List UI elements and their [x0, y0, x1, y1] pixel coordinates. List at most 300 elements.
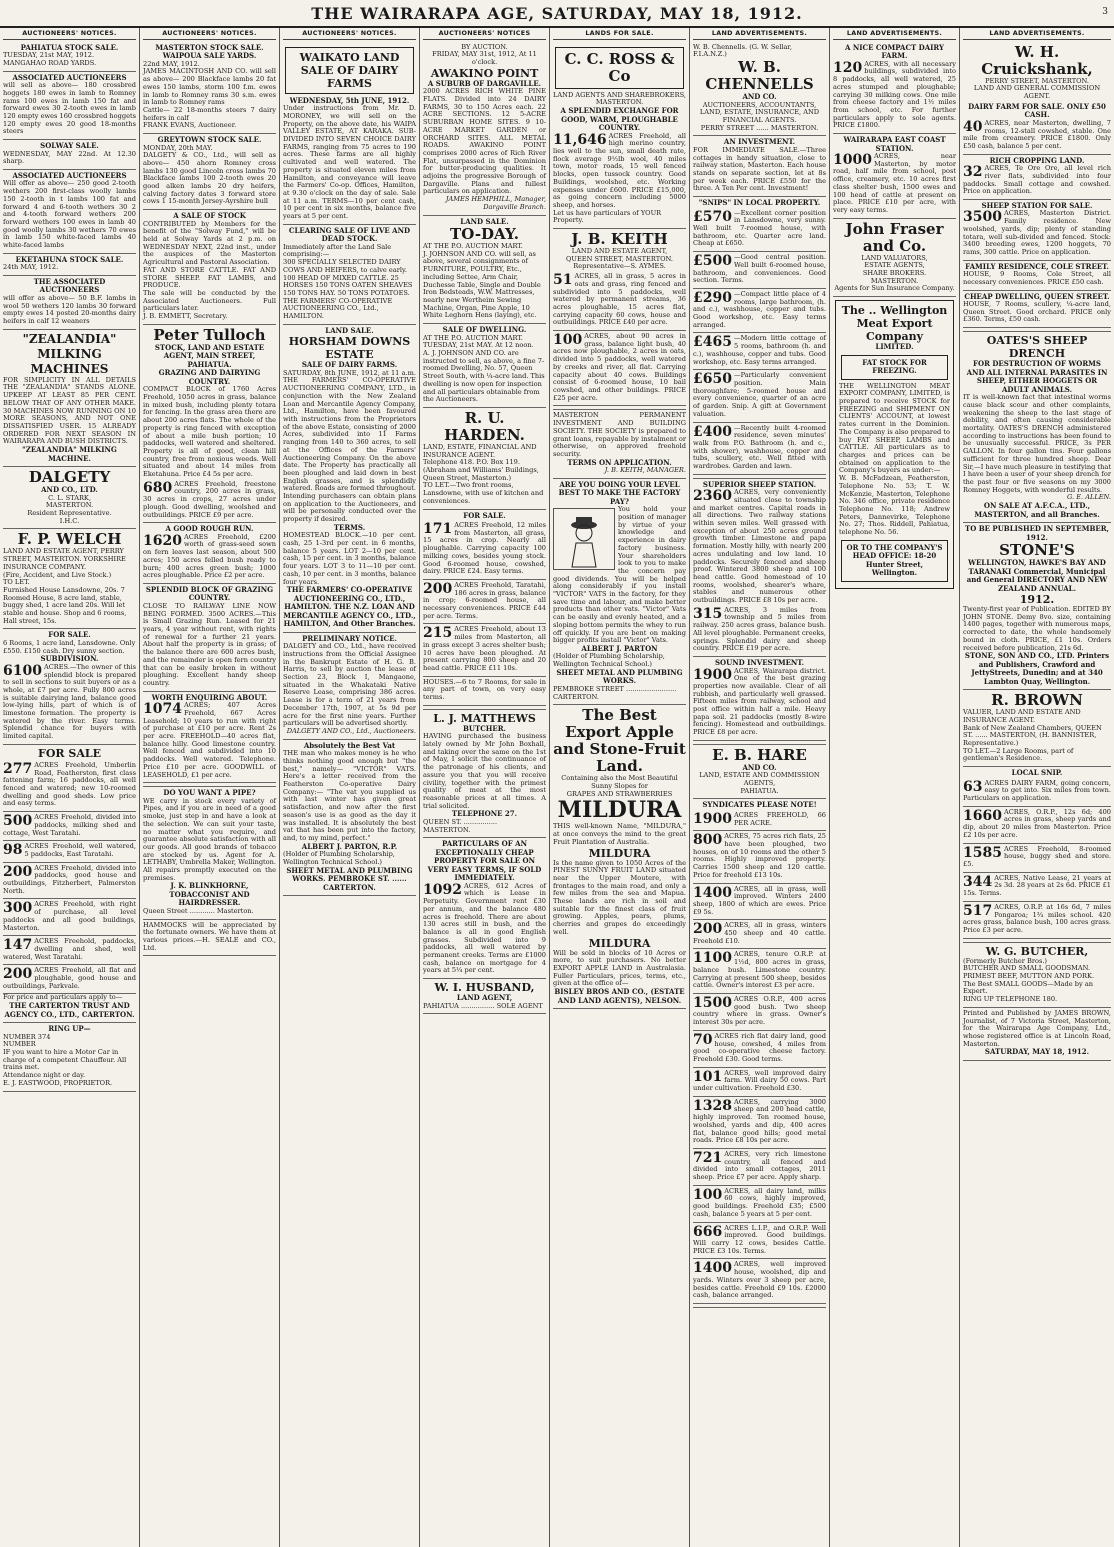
- listing-item: [423, 520, 546, 580]
- acreage-number: 63: [963, 778, 983, 795]
- wellington-meat-ad: [835, 300, 954, 589]
- notice-heading: CHEAP DWELLING, QUEEN STREET.: [964, 291, 1110, 301]
- listing-item: [693, 994, 826, 1031]
- masthead: [0, 0, 1114, 28]
- hare-name: E. B. HARE: [712, 745, 807, 764]
- listing-item: [963, 807, 1111, 844]
- notice-heading: ASSOCIATED AUCTIONEERS: [12, 72, 127, 82]
- brown-name: R. BROWN: [991, 691, 1083, 710]
- ross-footer: Let us have particulars of YOUR Property.: [553, 208, 662, 225]
- oates-signature: G. E. ALLEN.: [1066, 493, 1111, 502]
- carterton-trust-ad: [3, 745, 136, 1023]
- listing-item: [143, 479, 276, 524]
- acreage-number: 1092: [423, 881, 462, 898]
- acreage-number: 1328: [693, 1097, 732, 1114]
- acreage-number: £290: [693, 289, 732, 306]
- listing-item: [423, 580, 546, 625]
- for-sale-title: FOR SALE: [38, 746, 101, 760]
- waikato-date: WEDNESDAY, 5th JUNE, 1912.: [289, 95, 410, 105]
- listing-text: [963, 120, 1111, 151]
- acreage-number: 171: [423, 521, 453, 538]
- text-line: E. J. EASTWOOD, PROPRIETOR.: [3, 1078, 113, 1087]
- listing-text: [693, 1099, 826, 1145]
- listing-item: [963, 200, 1111, 261]
- listing-text: [963, 904, 1111, 935]
- listing-description: —Particularly convenient position. Main thoroughfare; 5-roomed house and every convenience, quarter of an acre of garden. Snip. A gift at Government valuation.: [693, 371, 826, 418]
- acreage-number: 1500: [693, 995, 732, 1011]
- listing-description: ACRES Freehold, 8-roomed house, buggy shed and store. £5.: [963, 844, 1111, 868]
- text-line: ESTATE AGENTS,: [864, 261, 925, 270]
- acreage-number: 344: [963, 873, 993, 890]
- listing-item: [963, 902, 1111, 939]
- listing-text: [693, 291, 826, 330]
- listing-description: ACRES Freehold, well watered, 5 paddocks, East Taratahi.: [24, 842, 136, 858]
- listing-text: [423, 582, 546, 621]
- pipe-body: WE carry in stock every variety of Pipes, and if you are in need of a good smoke, just step in and have a look at the selection. We can suit your taste, no matter what you require, and guarantee absolute satisfaction with all our goods. All good brands of tobacco are stocked by us. Agent for A. LETHABY, Umbrella Maker, Wellington. All repairs promptly executed on the premises.: [143, 796, 276, 882]
- notice-heading: A GOOD ROUGH RUN.: [165, 524, 254, 534]
- waikato-box: WAIKATO LAND SALE OF DAIRY FARMS: [285, 47, 414, 94]
- best-vat-ad: [283, 740, 416, 896]
- listing-description: ACRES O.R.P., 400 acres good bush. Two sheep country where in grass. Owner's interest 30s per acre.: [693, 995, 826, 1027]
- listing-item: [693, 1186, 826, 1223]
- listing-text: [3, 865, 136, 896]
- butcher-name: W. G. BUTCHER,: [985, 944, 1089, 958]
- column-6: [690, 28, 830, 1547]
- acreage-number: 1900: [693, 810, 732, 827]
- stones-year: 1912.: [1019, 593, 1055, 607]
- listing-item: [963, 101, 1111, 155]
- east-coast-ad: [833, 134, 956, 219]
- notice: [3, 140, 136, 170]
- society-body: MASTERTON PERMANENT INVESTMENT AND BUILDING SOCIETY. THE SOCIETY is prepared to grant loans, repayable by instalment or otherwise, on approved freehold security.: [553, 411, 686, 458]
- text-line: PAHIATUA.: [740, 786, 779, 795]
- level-best-signature: ALBERT J. PARTON: [581, 643, 658, 653]
- text-line: Bank of New Zealand Chambers, QUEEN ST. ...... MASTERTON, (H. BANNISTER, Representative.): [963, 723, 1102, 748]
- column-8: [960, 28, 1114, 1547]
- notice-line: J. B. EMMETT, Secretary.: [143, 312, 228, 321]
- mildura-terms: Will be sold in blocks of 10 Acres or more, to suit purchasers. No better EXPORT APPLE LAND in Australasia. Fuller Particulars, prices, terms, etc., given at the office of—: [553, 948, 686, 988]
- chennells-items: [693, 605, 826, 741]
- listing-item: [693, 252, 826, 289]
- subdivision-text: ACRES.—The owner of this splendid block is prepared to sell in sections to suit buyers or as a whole, at £7 per acre. Fully 800 acres is suitable dairying land, balance good low-lying hills, part of which is of limestone formation. The property is watered by the river. Easy terms. Splendid chance for buyers with limited capital.: [3, 662, 136, 741]
- column-4: [420, 28, 550, 1547]
- subdivision-item: [3, 664, 136, 741]
- listing-text: [693, 668, 826, 737]
- listing-text: [693, 425, 826, 471]
- notice-line: WEDNESDAY, MAY 22nd. At 12.30 sharp.: [3, 149, 136, 166]
- listing-item: [693, 1149, 826, 1186]
- listing-text: [553, 273, 686, 327]
- listing-item: [143, 523, 276, 584]
- tulloch-ad: [143, 325, 276, 787]
- cruickshank-ad: [963, 42, 1111, 332]
- harden-lines: [423, 444, 546, 506]
- head-office-box: OR TO THE COMPANY'S HEAD OFFICE: 18-20 Hunter Street, Wellington.: [841, 540, 948, 582]
- brown-ad: [963, 690, 1111, 767]
- ross-lines: [553, 92, 686, 107]
- listing-item: [143, 584, 276, 692]
- listing-description: ACRES, 3 miles from township and 5 miles from railway. 250 acres grass, balance bush. All level ploughable. Permanent creeks, springs. Splendid dairy and sheep country. PRICE £19 per acre.: [693, 605, 826, 653]
- compact-text: ACRES, with all necessary buildings, subdivided into 8 paddocks, all well watered, 25 acres stumped and ploughable; carrying 30 milking cows. One mile from cheese factory and 1½ miles from school, etc. For further particulars apply to sole agents. PRICE £1800.: [833, 59, 956, 130]
- mildura-ad: [553, 705, 686, 1009]
- cheap-property-item: [423, 883, 546, 975]
- listing-description: ACRES, tenure O.R.P. at 1½d, 800 acres in grass, balance bush. Limestone country. Carrying at present 500 sheep, besides cattle. Owner's interest £3 per acre.: [693, 950, 826, 990]
- text-line: Resident Representative.: [27, 509, 112, 518]
- notice-heading: A SALE OF STOCK: [173, 211, 246, 221]
- text-line: TO LET.—2 Large Rooms, part of gentleman's Residence.: [963, 746, 1074, 763]
- text-line: BY AUCTION.: [461, 42, 508, 51]
- matthews-address: QUEEN ST. ................ MASTERTON.: [423, 817, 498, 834]
- listing-item: [693, 920, 826, 949]
- notice-heading: SHEEP STATION FOR SALE.: [981, 200, 1093, 210]
- listing-item: [693, 605, 826, 657]
- text-line: C. L. STARK,: [48, 493, 91, 502]
- text-line: Representative—S. AYMES.: [573, 262, 666, 271]
- listing-description: —Recently built 4-roomed residence, seven minutes' walk from P.O. Bathroom (h. and c., with shower), washhouse, copper and tubs, scullery, etc. Well fitted with wardrobes. Garden and lawn.: [693, 423, 826, 471]
- text-line: LAND AND ESTATE AGENT,: [571, 247, 668, 256]
- column-header: LAND ADVERTISEMENTS.: [693, 28, 826, 40]
- listing-item: [3, 841, 136, 862]
- subdivision-heading: SUBDIVISION.: [40, 654, 99, 664]
- listing-text: [693, 254, 826, 285]
- text-line: Telephone 418. P.O. Box 119.: [423, 458, 520, 467]
- notice: [3, 42, 136, 72]
- listing-text: [693, 922, 826, 945]
- butcher-lines: [963, 958, 1111, 1004]
- notice-line: CONTRIBUTED by Members for the benefit of the "Solway Fund," will be held at Solway Yards at 2 p.m. on WEDNESDAY NEXT, 22nd inst., under the auspices of the Masterton Agricultural and Pastoral Association.: [143, 219, 276, 267]
- dalgety-lines: [3, 495, 136, 526]
- notice-heading: SPLENDID BLOCK OF GRAZING COUNTRY.: [145, 584, 274, 603]
- listing-description: ACRES Freehold, 12 miles from Masterton, all grass, 15 acres in crop. Nearly all ploughable. Carrying capacity 100 milking cows, besides young stock. Good 6-roomed house, cowshed, dairy. PRICE £24. Easy terms.: [423, 521, 546, 576]
- compact-heading: A NICE COMPACT DAIRY FARM.: [844, 42, 945, 61]
- acreage-number: 32: [963, 164, 983, 181]
- text-line: PERRY STREET ...... MASTERTON.: [700, 123, 819, 132]
- text-line: QUEEN STREET, MASTERTON.: [566, 254, 673, 263]
- listing-description: ACRES, Masterton District. Family residence. New woolshed, yards, dip; plenty of standing totara, well sub-divided and fenced. Stock: 3400 breeding ewes, 1200 hoggets, 70 rams, 300 cattle. Price on application.: [963, 209, 1111, 256]
- harden-name: R. U. HARDEN.: [444, 408, 525, 444]
- listing-text: [963, 875, 1111, 898]
- welch-ad: [3, 529, 136, 629]
- listing-description: ACRES L.I.P., and O.R.P. Well improved. Good buildings. Will carry 12 cows, besides Cattle. PRICE £3 10s. Terms.: [693, 1223, 826, 1255]
- awakino-body: 2000 ACRES RICH WHITE PINE FLATS. Divided into 24 DAIRY FARMS, 30 to 150 Acres each. 22 ACRE SECTIONS. 12 5-ACRE SUBURBAN HOME SITES. 9 10-ACRE MARKET GARDEN or ORCHARD SITES. ALL METAL ROADS. AWAKINO POINT comprises 2000 acres of Rich River Flat, unsurpassed in the Dominion for butter-producing qualities. It adjoins the progressive Borough of Dargaville. Plans and fullest particulars on application.: [423, 87, 546, 196]
- oates-sub: FOR DESTRUCTION OF WORMS AND ALL INTERNAL PARASITES IN SHEEP, EITHER HOGGETS OR ADULT ANIMALS.: [966, 359, 1108, 394]
- listing-text: [963, 809, 1111, 840]
- listing-text: [963, 210, 1111, 256]
- listing-description: HOUSES.—6 to 7 Rooms, for sale in any part of town, on very easy terms.: [423, 677, 546, 702]
- listing-text: [3, 938, 136, 961]
- listing-text: [963, 846, 1111, 869]
- mildura-lines: [553, 775, 686, 798]
- column-header: AUCTIONEERS' NOTICES.: [3, 28, 136, 40]
- zealandia-footer: "ZEALANDIA" MILKING MACHINE.: [22, 445, 117, 463]
- acreage-number: £465: [693, 334, 732, 351]
- investment-heading: AN INVESTMENT.: [723, 137, 796, 147]
- acreage-number: 98: [3, 842, 23, 859]
- matthews-sub: BUTCHER.: [462, 723, 506, 733]
- column-header: LAND ADVERTISEMENTS.: [963, 28, 1111, 40]
- text-line: GRAPES AND STRAWBERRIES: [566, 789, 673, 798]
- page-number: 3: [1102, 7, 1108, 17]
- listing-item: [963, 155, 1111, 200]
- newspaper-title: THE WAIRARAPA AGE, SATURDAY, MAY 18, 1912.: [311, 4, 803, 23]
- notice-line: JAMES MACINTOSH AND CO. will sell as above— 200 Blackface lambs 20 fat ewes 150 lambs, storm 100 f.m. ewes in lamb to Romney rams 30 s.m. ewes in lamb to Romney rams: [143, 67, 276, 107]
- listing-description: —Good central position. Well built 6-roomed house, bathroom, and conveniences. Good section. Terms.: [693, 253, 826, 285]
- listing-description: ACRES, well improved house, woolshed, dip and yards. Winters over 3 sheep per acre, besides cattle. Freehold £9 10s. £2000 cash, balance arranged.: [693, 1260, 826, 1300]
- listing-description: —Modern little cottage of 5 rooms, bathroom (h. and c.), washhouse, copper and tubs. Good workshop, etc. Easy terms arranged.: [693, 334, 826, 366]
- column-5: [550, 28, 690, 1547]
- dwelling-sale-ad: [423, 324, 546, 408]
- vat-sub: (Holder of Plumbing Scholarship, Wellington Technical School.): [283, 850, 395, 866]
- notice: [143, 42, 276, 134]
- text-line: (Fire, Accident, and Live Stock.): [3, 570, 112, 579]
- acreage-number: £570: [693, 208, 732, 225]
- stones-name: STONE'S: [999, 541, 1075, 560]
- listing-description: ACRES, near Masterton, dwelling, 7 rooms, 12-stall cowshed, stable. One mile from creamery. PRICE £1800. Only £50 cash, balance 5 per cent.: [963, 118, 1111, 150]
- clearing-heading: CLEARING SALE OF LIVE AND DEAD STOCK.: [288, 225, 411, 244]
- cheap-property-ad: [423, 838, 546, 979]
- text-line: I.H.C.: [59, 516, 80, 525]
- hare-ad: [693, 745, 826, 800]
- notice-line: 22nd MAY, 1912.: [143, 59, 200, 68]
- ross-headline: A SPLENDID EXCHANGE FOR GOOD, WARM, PLOUGHABLE COUNTRY.: [560, 106, 679, 133]
- listing-text: [423, 522, 546, 576]
- local-snip-ad: [963, 767, 1111, 942]
- listing-item: [693, 810, 826, 831]
- matthews-ad: [423, 710, 546, 838]
- pipe-address: Queen Street ............ Masterton.: [143, 906, 254, 915]
- notice-heading: RICH CROPPING LAND.: [989, 155, 1085, 165]
- listing-description: ACRES Freehold, with right of purchase, all level paddocks and all good buildings, Masterton.: [3, 900, 136, 932]
- listing-description: —Excellent corner position in Lansdowne, very sunny. Well built 7-roomed house, with bathroom, etc. Quarter acre land. Cheap at £650.: [693, 208, 826, 248]
- text-line: 6 Rooms, 1 acre land, Lansdowne. Only £550. £150 cash. Dry sunny section.: [3, 638, 136, 655]
- fraser-lines: [833, 255, 956, 294]
- acreage-number: 200: [3, 966, 33, 983]
- listing-description: —Compact little place of 4 rooms, large bathroom, (h. and c.), washhouse, copper and tubs. Good workshop, etc. Easy terms arranged.: [693, 289, 826, 329]
- acreage-number: £650: [693, 371, 732, 388]
- acreage-number: £500: [693, 253, 732, 270]
- stones-directory-ad: [963, 523, 1111, 690]
- listing-text: [693, 1261, 826, 1300]
- listing-text: [3, 967, 136, 990]
- level-best-sub: (Holder of Plumbing Scholarship, Wellington Technical School.): [553, 652, 665, 669]
- cheap-property-heading: PARTICULARS OF AN EXCEPTIONALLY CHEAP PROPERTY FOR SALE ON VERY EASY TERMS, IF SOLD IMMEDIATELY.: [427, 839, 542, 883]
- listing-item: [3, 899, 136, 936]
- listing-text: [693, 210, 826, 249]
- listing-text: [3, 762, 136, 808]
- fat-stock-box: FAT STOCK FOR FREEZING.: [841, 355, 948, 380]
- harden-ad: [423, 408, 546, 510]
- cheap-property-text: ACRES, 612 Acres of which is Lease in Perpetuity. Government rent £30 per annum, and the balance 480 acres is freehold. There are about 130 acres still in bush, and the balance is all in good English grasses. Subdivided into 9 paddocks, all well watered by permanent creeks. Terms are £1000 cash, balance on mortgage for 4 years at 5¼ per cent.: [423, 881, 546, 975]
- text-line: LAND VALUATORS,: [861, 253, 928, 262]
- notice-line: FAT AND STORE CATTLE. FAT AND STORE SHEEP. FAT LAMBS, and PRODUCE.: [143, 265, 276, 290]
- preliminary-signature: DALGETY AND CO., Ltd., Auctioneers.: [286, 727, 416, 735]
- keith-items: [553, 271, 686, 406]
- chennells-lines: [693, 102, 826, 133]
- listing-description: ACRES Freehold, paddocks, dwelling and shed, well watered, West Taratahi.: [3, 937, 136, 961]
- acreage-number: 215: [423, 625, 453, 642]
- listing-description: ACRES, all in grass, well improved. Winters 2400 sheep, 1800 of which are ewes. Price £9 5s.: [693, 884, 826, 916]
- listing-description: ACRES FREEHOLD, 66 PER ACRE.: [733, 810, 826, 827]
- text-line: Immediately after the Land Sale comprising:—: [283, 242, 392, 259]
- text-line: TUESDAY, 21st MAY. At 12 noon.: [423, 341, 534, 350]
- listing-text: [693, 886, 826, 917]
- listing-text: [143, 534, 276, 580]
- acreage-number: 800: [693, 832, 723, 849]
- dalgety-name: DALGETY: [28, 468, 111, 487]
- listing-item: [3, 863, 136, 900]
- text-line: FRIDAY, MAY 31st, 1912, At 11 o'clock.: [432, 50, 537, 67]
- notice-heading: THE ASSOCIATED AUCTIONEERS: [33, 276, 106, 295]
- syndicates-items: [693, 810, 826, 1304]
- text-line: LAND AND ESTATE AGENT, PERRY STREET, MASTERTON. YORKSHIRE INSURANCE COMPANY.: [3, 547, 126, 571]
- listing-text: [963, 271, 1111, 286]
- listing-description: ACRES, O.R.P., 12s 6d; 400 acres in grass, sheep yards and dip, about 20 miles from Masterton. Price £2 10s per acre.: [963, 807, 1111, 839]
- acreage-number: 100: [693, 1186, 723, 1203]
- sheep-station-heading: SUPERIOR SHEEP STATION.: [702, 479, 817, 489]
- horsham-body: SATURDAY, 8th JUNE, 1912, at 11 a.m. THE FARMERS' CO-OPERATIVE AUCTIONEERING COMPANY, LTD., in conjunction with the New Zealand Loan and Mercantile Agency Company, Ltd., Hamilton, have been favoured with instructions from the Proprietors of the above Estate, consisting of 2000 Acres, subdivided into 11 Farms ranging from 140 to 360 acres, to sell at the Offices of the Farmers' Auctioneering Company. On the above date. The Property has practically all been ploughed and laid down in best English grasses, and is splendidly watered. Roads are formed throughout. Intending purchasers can obtain plans on application to the Auctioneers, and will be personally conducted over the property if desired.: [283, 368, 416, 524]
- listing-item: [693, 1259, 826, 1304]
- zealandia-title: "ZEALANDIA" MILKING MACHINES: [22, 331, 117, 376]
- stock-sale-ads: [143, 42, 276, 325]
- mildura-description: Is the name given to 1050 Acres of the PINEST SUNNY FRUIT LAND situated near the Upper Moutere, with frontages to the main road, and only a few miles from the sea and Mapua. These lands are rich in soil and suitable for the finest class of fruit growing. Apples, pears, plums, cherries and grapes do exceedingly well.: [553, 858, 686, 936]
- notice-heading: WORTH ENQUIRING ABOUT.: [151, 692, 268, 702]
- acreage-number: 1000: [833, 152, 872, 169]
- text-line: IF you want to hire a Motor Car in charge of a competent Chauffeur. All trains met.: [3, 1048, 127, 1072]
- snips-heading: "SNIPS" IN LOCAL PROPERTY.: [698, 198, 821, 208]
- pipe-heading: DO YOU WANT A PIPE?: [163, 788, 256, 798]
- text-line: MASTERTON.: [870, 276, 919, 285]
- dwelling-heading: SALE OF DWELLING.: [442, 325, 527, 335]
- acreage-number: 300: [3, 900, 33, 917]
- notice-line: DALGETY & CO., Ltd., will sell as above— 450 ahorn Romney cross lambs 130 good Lincoln cross lambs 70 Blackface lambs 100 2-tooth ewes 20 good alken lambs 20 dry heifers, calving factory dates 3 forward store cows 1 15-month Jersey-Ayrshire bull: [143, 151, 276, 206]
- clearing-sale-ad: [283, 225, 416, 325]
- stock-sale-ads: [3, 42, 136, 330]
- building-society-ad: [553, 410, 686, 478]
- for-sale-lines: [3, 640, 136, 655]
- listing-text: [693, 607, 826, 653]
- text-line: MASTERTON.: [45, 501, 94, 510]
- imprint-date: SATURDAY, MAY 18, 1912.: [984, 1047, 1090, 1057]
- investment-ad: [693, 136, 826, 197]
- mildura-subtitle-2: MILDURA: [588, 936, 651, 950]
- acreage-number: 200: [693, 921, 723, 938]
- listing-text: [143, 603, 276, 688]
- zealandia-body: FOR SIMPLICITY IN ALL DETAILS THE "ZEALANDIA" STANDS ALONE. UPKEEP AT LEAST 85 PER CENT. BELOW THAT OF ANY OTHER MAKE. 30 MACHINES NOW RUNNING ON 10 MORE SEASONS, AND NOT ONE DISSATISFIED USER. 15 ALREADY ORDERED FOR NEXT SEASON IN WAIRARAPA AND BUSH DISTRICTS.: [3, 375, 136, 446]
- listing-item: [3, 936, 136, 965]
- ring-up-ad: [3, 1023, 136, 1091]
- listing-text: [963, 780, 1111, 803]
- mildura-title: MILDURA: [557, 797, 682, 824]
- tulloch-body: COMPACT BLOCK of 1760 Acres Freehold, 1050 acres in grass, balance in mixed bush, including plenty totara for fencing. In the grass area there are about 200 acres flats. The whole of the property is ring fenced with exception of about a mile bush portion; 10 paddocks, well watered and sheltered. Property is all of good, clean hill country, free from noxious weeds. Well situated and about 14 miles from Eketahuna. Price £4 5s per acre.: [143, 385, 276, 479]
- for-sale-heading: FOR SALE.: [463, 510, 506, 520]
- pipe-sub: TOBACCONIST AND HAIRDRESSER.: [169, 889, 250, 908]
- notice-heading: SOUND INVESTMENT.: [714, 658, 805, 667]
- tulloch-items: [143, 479, 276, 784]
- preliminary-body: DALGETY and CO., Ltd., have received instructions from the Official Assignee in the Bankrupt Estate of H. G. B. Harris, to sell by auction the lease of Section 23, Block I, Mangaone, situated in the Whakataki Native Reserve Lease, comprising 386 acres. Lease is for a term of 21 years from December 17th, 1907, at 5s 9d per acre for the first nine years. Further particulars will be advertised shortly.: [283, 642, 416, 728]
- listing-text: [693, 1070, 826, 1093]
- listing-text: [3, 814, 136, 837]
- listing-text: [693, 1188, 826, 1219]
- welch-name: F. P. WELCH: [17, 530, 122, 549]
- awakino-sub: A SUBURB OF DARGAVILLE.: [427, 78, 542, 88]
- listing-description: ACRES, 75 acres rich flats, 25 have been ploughed, two houses, on of 10 rooms and the other 5 rooms. Highly improved property. Carries 1500 sheep and 120 cattle. Price for freehold £13 10s.: [693, 832, 826, 879]
- waikato-ad: [283, 42, 416, 225]
- chennells-top: W. B. Chennells. (G. W. Sellar, F.I.A.N.Z.): [693, 42, 792, 59]
- listing-description: HOUSE, 7 Rooms, scullery, ¼-acre land, Queen Street. Good orchard. PRICE only £360. Terms, £50 cash.: [963, 300, 1111, 324]
- notice: [3, 170, 136, 254]
- acreage-number: 120: [833, 59, 863, 76]
- text-line: LAND, ESTATE, FINANCIAL AND INSURANCE AGENT.: [423, 442, 537, 459]
- acreage-number: 666: [693, 1223, 723, 1240]
- ring-up-lines: [3, 1034, 136, 1088]
- husband-address: PAHIATUA ................ SOLE AGENT: [423, 1001, 543, 1010]
- listing-description: ACRES Freehold, divided into paddocks, milking shed and cottage, West Taratahi.: [3, 813, 136, 837]
- acreage-number: 1900: [693, 666, 732, 683]
- brown-lines: [963, 709, 1111, 763]
- column-2: [140, 28, 280, 1547]
- awakino-title: AWAKINO POINT: [430, 66, 539, 80]
- acreage-number: 200: [3, 863, 33, 880]
- matthews-body: HAVING purchased the business lately owned by Mr John Boxhall, and taking over the same on the 1st of May, I solicit the continuance of the patronage of his clients, and assure you that you will receive civility, together with the primest quality of meat at the most reasonable prices at all times. A trial solicited.: [423, 732, 546, 810]
- text-line: NUMBER: [3, 1040, 36, 1049]
- stones-publisher: STONE, SON AND CO., LTD. Printers and Publishers, Crawford and JettyStreets, Dunedin; and at 340 Lambton Quay, Wellington.: [964, 651, 1110, 686]
- listing-item: [963, 844, 1111, 873]
- carterton-foot: For price and particulars apply to—: [3, 993, 123, 1002]
- text-line: AT THE P.O. AUCTION MART.: [423, 242, 523, 251]
- text-line: VALUER, LAND AND ESTATE AND INSURANCE AGENT.: [963, 708, 1081, 724]
- east-coast-item: [833, 153, 956, 215]
- listing-description: ACRES Freehold, about 13 miles from Masterton, all in grass except 3 acres shelter bush; 10 acres have been ploughed. At present carrying 800 sheep and 20 head cattle. PRICE £11 10s.: [423, 625, 547, 672]
- acreage-number: 517: [963, 902, 993, 919]
- east-coast-text: ACRES, near Masterton, by motor road, half mile from school, post office, creamery, etc. 10 acres first class shelter bush, 1500 ewes and 100 head of cattle at present on place. PRICE £10 per acre, with very easy terms.: [833, 152, 956, 214]
- listing-description: ACRES, about 90 acres in grass, balance light bush, 40 acres now ploughable, 2 acres in oats, divided into 5 paddocks, well watered by creeks and river, all flat. Carrying capacity about 40 cows. Buildings consist of 6-roomed house, 10 bail cowshed, and other buildings. PRICE £25 per acre.: [553, 332, 686, 402]
- acreage-number: 51: [553, 272, 573, 289]
- hammocks-text: HAMMOCKS will be appreciated by the fortunate owners. We have them at various prices.—H. SEALE and CO., Ltd.: [143, 920, 276, 952]
- acreage-number: 2360: [693, 488, 732, 505]
- listing-item: [963, 291, 1111, 329]
- text-line: PRIMEST BEEF, MUTTON AND PORK.: [963, 972, 1095, 981]
- listing-text: [3, 901, 136, 932]
- listing-description: ACRES, Wairarapa district. One of the best grazing properties now available. Clear of all rubbish, and particularly well grassed. Fifteen miles from railway, school and post office within half a mile. Heavy papa soil. 21 paddocks (mostly 8-wire fencing). Homestead and outbuildings. PRICE £8 per acre.: [693, 666, 826, 737]
- mildura-subtitle: MILDURA: [588, 846, 651, 860]
- column-7: [830, 28, 960, 1547]
- notice: [3, 72, 136, 140]
- awakino-signature: JAMES HEMPHILL, Manager, Dargaville Branch.: [445, 195, 546, 211]
- level-best-address: PEMBROKE STREET ........................ CARTERTON.: [553, 684, 677, 701]
- chennells-name: W. B. CHENNELLS: [705, 58, 814, 94]
- notice-heading: GREYTOWN STOCK SALE.: [157, 135, 262, 145]
- acreage-number: 101: [693, 1068, 723, 1085]
- preliminary-heading: PRELIMINARY NOTICE.: [302, 633, 397, 643]
- notice-line: FRANK EVANS, Auctioneer.: [143, 121, 237, 130]
- columns: [0, 28, 1114, 1547]
- society-signature: J. B. KEITH, MANAGER.: [604, 466, 686, 475]
- pipe-signature: J. K. BLINKHORNE,: [170, 881, 249, 891]
- notice-heading: PAHIATUA STOCK SALE.: [20, 42, 119, 52]
- acreage-number: 1400: [693, 1260, 732, 1277]
- text-line: AUCTIONEERS, ACCOUNTANTS, LAND, ESTATE, INSURANCE, AND FINANCIAL AGENTS.: [699, 100, 820, 125]
- keith-lines: [553, 248, 686, 271]
- local-snip-heading: LOCAL SNIP.: [1011, 768, 1063, 778]
- listing-description: ACRES, all dairy land, milks 60 cows, highly improved, good buildings. Freehold £35; £500 cash, balance 5 years at 5 per cent.: [693, 1186, 826, 1218]
- husband-ad: [423, 979, 546, 1014]
- acreage-number: 70: [693, 1031, 713, 1048]
- listing-item: [693, 1031, 826, 1068]
- acreage-number: 1100: [693, 950, 732, 967]
- listing-description: ACRES Freehold, divided into paddocks, good house and outbuildings, Fitzherbert, Palmerston North.: [3, 863, 136, 895]
- text-line: TO LET.: [3, 578, 30, 587]
- dwelling-lines: [423, 335, 546, 404]
